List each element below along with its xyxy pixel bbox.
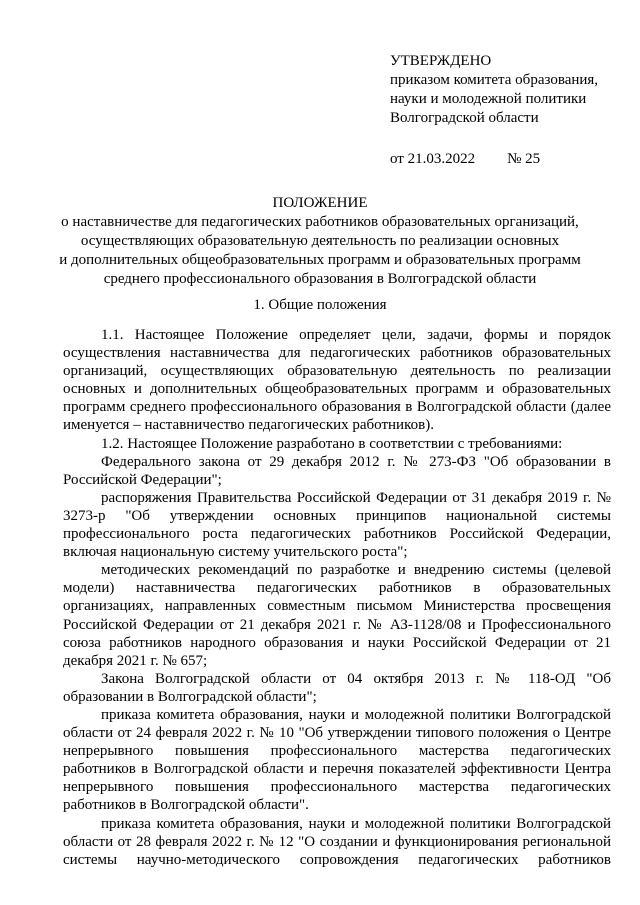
approval-line: Волгоградской области	[390, 110, 539, 126]
paragraph: методических рекомендаций по разработке и внедрению системы (целевой модели) наставничества педагогических работников в образовательных организациях, направленных совместным письмом Министерства просвещения Российской Федерации от 21 декабря 2021 г. № АЗ-1128/08 и Профессионального союза работников народного образования и науки Российской Федерации от 21 декабря 2021 г. № 657;	[63, 562, 611, 669]
document-body	[63, 326, 611, 869]
approval-number: № 25	[507, 151, 541, 167]
paragraph: 1.2. Настоящее Положение разработано в соответствии с требованиями:	[101, 435, 563, 452]
title-line: осуществляющих образовательную деятельность по реализации основных	[80, 233, 560, 249]
approval-line: науки и молодежной политики	[390, 91, 587, 107]
title-heading: ПОЛОЖЕНИЕ	[272, 195, 368, 211]
approval-date: от 21.03.2022	[390, 151, 476, 167]
approval-heading: УТВЕРЖДЕНО	[390, 53, 492, 69]
paragraph: Федерального закона от 29 декабря 2012 г. № 273-ФЗ "Об образовании в Российской Федерации";	[63, 453, 611, 488]
document-title	[40, 194, 600, 289]
approval-date-row	[390, 150, 598, 169]
section-title: 1. Общие положения	[253, 297, 387, 313]
paragraph: приказа комитета образования, науки и молодежной политики Волгоградской области от 28 февраля 2022 г. № 12 "О создании и функционирования региональной системы научно-методического сопровождения педагогических работников	[63, 815, 611, 868]
title-line: среднего профессионального образования в Волгоградской области	[103, 271, 537, 287]
paragraph: приказа комитета образования, науки и молодежной политики Волгоградской области от 24 февраля 2022 г. № 10 "Об утверждении типового положения о Центре непрерывного повышения профессионального мастерства педагогических работников в Волгоградской области и перечня показателей эффективности Центра непрерывного повышения профессионального мастерства педагогических работников в Волгоградской области".	[63, 706, 611, 814]
paragraph: Закона Волгоградской области от 04 октября 2013 г. № 118-ОД "Об образовании в Волгоградской области";	[63, 670, 611, 705]
title-line: и дополнительных общеобразовательных программ и образовательных программ	[59, 252, 581, 268]
approval-stamp	[390, 52, 598, 169]
paragraph: распоряжения Правительства Российской Федерации от 31 декабря 2019 г. № 3273-р "Об утверждении основных принципов национальной системы профессионального роста педагогических работников Российской Федерации, включая национальную систему учительского роста";	[63, 489, 611, 561]
approval-line: приказом комитета образования,	[390, 72, 599, 88]
paragraph: 1.1. Настоящее Положение определяет цели, задачи, формы и порядок осуществления наставничества для педагогических работников образовательных организаций, осуществляющих образовательную деятельность по реализации основных и дополнительных общеобразовательных программ и образовательных программ среднего профессионального образования в Волгоградской области (далее именуется – наставничество педагогических работников).	[63, 327, 611, 434]
title-line: о наставничестве для педагогических работников образовательных организаций,	[61, 214, 579, 230]
